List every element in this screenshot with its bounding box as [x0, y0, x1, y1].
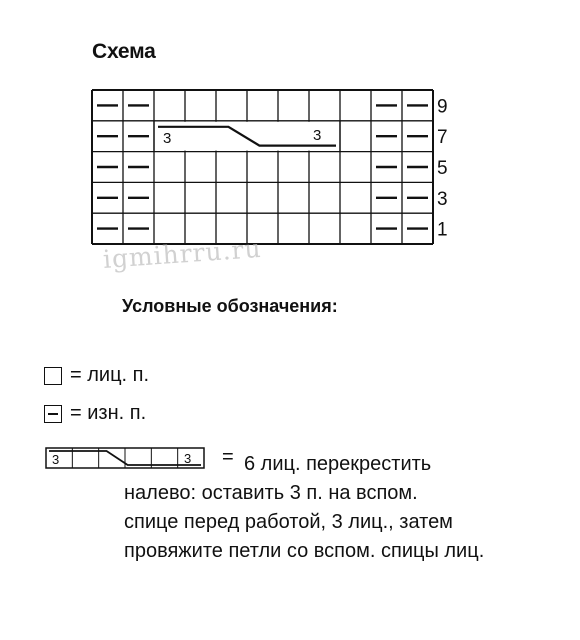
legend-purl	[44, 402, 146, 425]
cable-symbol-icon	[44, 446, 214, 472]
legend-cable-label-left: 3	[52, 452, 60, 467]
legend-cable-label-right: 3	[184, 451, 192, 466]
cable-label-right: 3	[313, 126, 322, 144]
legend-heading: Условные обозначения:	[122, 296, 338, 316]
cable-label-left: 3	[163, 129, 172, 147]
watermark: igmihrru.ru	[102, 233, 263, 274]
row-number: 7	[437, 127, 448, 149]
row-number: 9	[437, 96, 448, 118]
legend-knit	[44, 364, 149, 387]
row-number: 5	[437, 158, 448, 179]
row-number: 3	[437, 188, 448, 210]
knit-symbol-icon	[44, 367, 62, 385]
cable-equals: =	[222, 446, 234, 468]
cable-definition-line-4: провяжите петли со вспом. спицы лиц.	[124, 540, 485, 562]
purl-symbol-icon	[44, 405, 62, 423]
purl-definition: = изн. п.	[70, 402, 147, 424]
row-number: 1	[437, 219, 448, 241]
cable-definition-line-3: спице перед работой, 3 лиц., затем	[124, 511, 453, 533]
cable-definition-line-2: налево: оставить 3 п. на вспом.	[124, 482, 418, 504]
chart-title: Схема	[92, 40, 156, 63]
cable-definition-line-1: 6 лиц. перекрестить	[244, 453, 432, 475]
knit-definition: = лиц. п.	[70, 364, 150, 386]
